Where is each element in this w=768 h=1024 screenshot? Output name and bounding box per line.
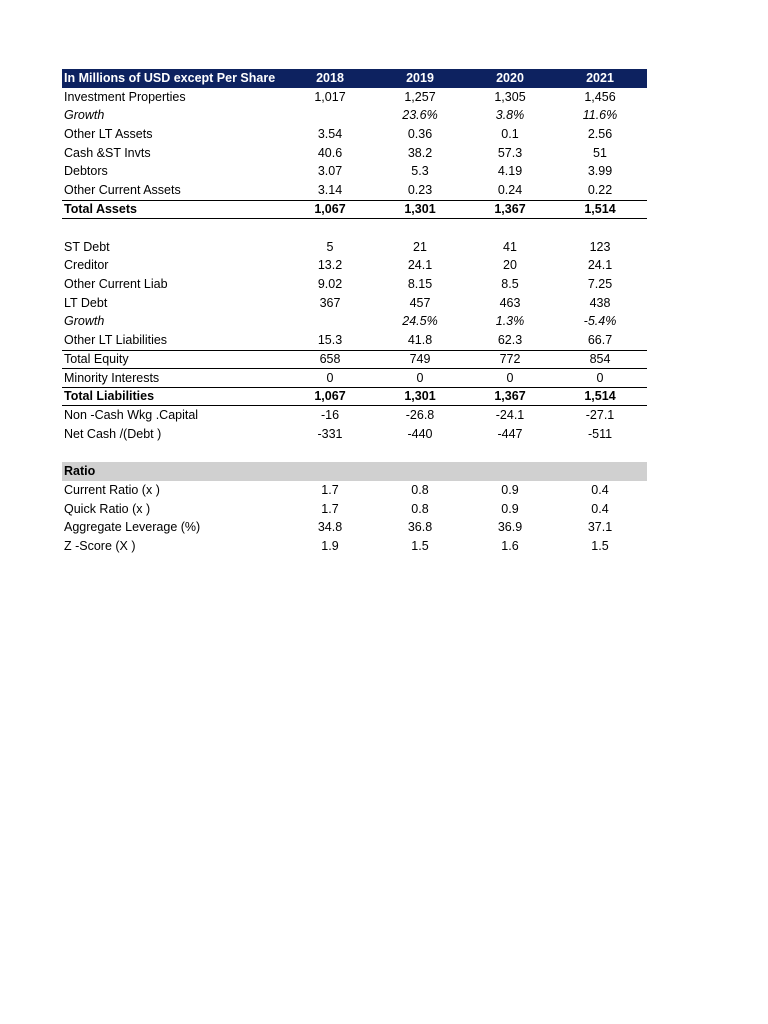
row-label: Total Assets bbox=[64, 201, 137, 216]
value-cell-2020: 1,367 bbox=[494, 201, 526, 216]
table-row bbox=[62, 537, 647, 556]
value-cell-2021: 1.5 bbox=[591, 539, 609, 554]
value-cell-2019: -440 bbox=[407, 427, 433, 441]
table-row bbox=[62, 275, 647, 294]
table-row bbox=[62, 312, 647, 331]
value-cell-2019: 1,301 bbox=[404, 201, 436, 216]
value-cell-2019: 8.15 bbox=[407, 276, 433, 291]
value-cell-2021: -5.4% bbox=[583, 314, 617, 329]
year-header-2019: 2019 bbox=[406, 71, 434, 85]
value-cell-2021: 11.6% bbox=[582, 108, 618, 123]
value-cell-2020: 0.9 bbox=[501, 501, 519, 516]
row-label: Net Cash /(Debt ) bbox=[64, 427, 162, 441]
row-label: Creditor bbox=[64, 258, 109, 273]
value-cell-2021: -27.1 bbox=[585, 408, 615, 423]
value-cell-2021: 854 bbox=[589, 351, 611, 366]
row-label: Minority Interests bbox=[64, 370, 160, 385]
table-row bbox=[62, 294, 647, 313]
value-cell-2021: 1,514 bbox=[584, 389, 616, 404]
spacer-row bbox=[62, 444, 647, 463]
value-cell-2018: 15.3 bbox=[317, 332, 343, 347]
value-cell-2018: 1.9 bbox=[321, 539, 339, 554]
value-cell-2020: -24.1 bbox=[495, 408, 525, 423]
value-cell-2019: 1,257 bbox=[404, 89, 436, 104]
value-cell-2020: 41 bbox=[503, 239, 517, 254]
row-label: Z -Score (X ) bbox=[64, 539, 136, 554]
value-cell-2018: 1.7 bbox=[321, 483, 339, 498]
table-row bbox=[62, 387, 647, 406]
value-cell-2020: -447 bbox=[497, 427, 523, 441]
value-cell-2020: 3.8% bbox=[495, 108, 525, 123]
value-cell-2021: 0.22 bbox=[587, 183, 613, 198]
value-cell-2018: 1,067 bbox=[314, 389, 346, 404]
table-row bbox=[62, 125, 647, 144]
value-cell-2021: -511 bbox=[587, 427, 613, 441]
value-cell-2019: 1,301 bbox=[404, 389, 436, 404]
value-cell-2018: 1.7 bbox=[321, 501, 339, 516]
value-cell-2021: 0.4 bbox=[591, 501, 609, 516]
value-cell-2018: 367 bbox=[319, 295, 341, 310]
table-row bbox=[62, 162, 647, 181]
value-cell-2019: 21 bbox=[413, 239, 427, 254]
value-cell-2020: 463 bbox=[499, 295, 521, 310]
value-cell-2018: 3.14 bbox=[317, 183, 343, 198]
value-cell-2018: -16 bbox=[320, 408, 340, 423]
value-cell-2018: 34.8 bbox=[317, 520, 343, 535]
value-cell-2019: 0 bbox=[416, 370, 424, 385]
value-cell-2019: 457 bbox=[409, 295, 431, 310]
row-label: Cash &ST Invts bbox=[64, 145, 151, 160]
row-label: Investment Properties bbox=[64, 89, 186, 104]
value-cell-2019: 0.8 bbox=[411, 501, 429, 516]
value-cell-2020: 36.9 bbox=[497, 520, 523, 535]
table-title: In Millions of USD except Per Share bbox=[64, 71, 276, 85]
section-header-row bbox=[62, 462, 647, 481]
value-cell-2020: 0.9 bbox=[501, 483, 519, 498]
value-cell-2018: 1,067 bbox=[314, 201, 346, 216]
value-cell-2020: 1,367 bbox=[494, 389, 526, 404]
table-row bbox=[62, 350, 647, 369]
financial-table bbox=[62, 69, 647, 556]
table-row bbox=[62, 331, 647, 350]
row-label: Ratio bbox=[64, 464, 96, 479]
row-label: Non -Cash Wkg .Capital bbox=[64, 408, 199, 423]
value-cell-2020: 57.3 bbox=[497, 145, 523, 160]
row-label: Other Current Liab bbox=[64, 276, 168, 291]
table-row bbox=[62, 425, 647, 444]
value-cell-2018: 5 bbox=[326, 239, 334, 254]
row-label: Debtors bbox=[64, 164, 108, 179]
year-header-2021: 2021 bbox=[586, 71, 614, 85]
table-header-row bbox=[62, 69, 647, 88]
table-row bbox=[62, 406, 647, 425]
table-row bbox=[62, 369, 647, 388]
table-row bbox=[62, 238, 647, 257]
table-row bbox=[62, 518, 647, 537]
spacer-row bbox=[62, 219, 647, 238]
value-cell-2019: 749 bbox=[409, 351, 431, 366]
row-label: Total Equity bbox=[64, 351, 129, 366]
value-cell-2021: 7.25 bbox=[587, 276, 613, 291]
value-cell-2018: -331 bbox=[317, 427, 343, 441]
value-cell-2021: 37.1 bbox=[587, 520, 613, 535]
value-cell-2019: 1.5 bbox=[411, 539, 429, 554]
table-row bbox=[62, 88, 647, 107]
value-cell-2018: 0 bbox=[326, 370, 334, 385]
row-label: Other Current Assets bbox=[64, 183, 181, 198]
table-body bbox=[62, 88, 647, 556]
value-cell-2018: 9.02 bbox=[317, 276, 343, 291]
value-cell-2019: 23.6% bbox=[402, 108, 438, 123]
value-cell-2021: 1,514 bbox=[584, 201, 616, 216]
value-cell-2021: 3.99 bbox=[587, 164, 613, 179]
table-row bbox=[62, 181, 647, 200]
table-row bbox=[62, 481, 647, 500]
row-label: LT Debt bbox=[64, 295, 108, 310]
value-cell-2021: 2.56 bbox=[587, 127, 613, 142]
row-label: Other LT Assets bbox=[64, 127, 153, 142]
value-cell-2019: 41.8 bbox=[407, 332, 433, 347]
table-row bbox=[62, 106, 647, 125]
row-label: Quick Ratio (x ) bbox=[64, 501, 151, 516]
value-cell-2020: 62.3 bbox=[497, 332, 523, 347]
value-cell-2021: 24.1 bbox=[587, 258, 613, 273]
value-cell-2021: 1,456 bbox=[584, 89, 616, 104]
row-label: Total Liabilities bbox=[64, 389, 155, 404]
value-cell-2019: 24.1 bbox=[407, 258, 433, 273]
row-label: Current Ratio (x ) bbox=[64, 483, 160, 498]
value-cell-2018: 658 bbox=[319, 351, 341, 366]
row-label: Growth bbox=[64, 314, 105, 329]
value-cell-2019: 24.5% bbox=[402, 314, 438, 329]
value-cell-2020: 0.24 bbox=[497, 183, 523, 198]
value-cell-2019: 5.3 bbox=[411, 164, 429, 179]
value-cell-2021: 0 bbox=[596, 370, 604, 385]
value-cell-2020: 1.6 bbox=[501, 539, 519, 554]
value-cell-2019: 0.8 bbox=[411, 483, 429, 498]
value-cell-2021: 438 bbox=[589, 295, 611, 310]
value-cell-2020: 0 bbox=[506, 370, 514, 385]
value-cell-2020: 1.3% bbox=[495, 314, 525, 329]
value-cell-2020: 0.1 bbox=[501, 127, 519, 142]
value-cell-2020: 8.5 bbox=[501, 276, 519, 291]
value-cell-2018: 1,017 bbox=[314, 89, 346, 104]
value-cell-2020: 1,305 bbox=[494, 89, 526, 104]
table-row bbox=[62, 144, 647, 163]
value-cell-2020: 772 bbox=[499, 351, 521, 366]
value-cell-2018: 13.2 bbox=[317, 258, 343, 273]
value-cell-2021: 123 bbox=[589, 239, 611, 254]
table-row bbox=[62, 256, 647, 275]
value-cell-2019: 36.8 bbox=[407, 520, 433, 535]
year-header-2018: 2018 bbox=[316, 71, 344, 85]
table-row bbox=[62, 500, 647, 519]
value-cell-2020: 20 bbox=[503, 258, 517, 273]
value-cell-2018: 3.54 bbox=[317, 127, 343, 142]
value-cell-2021: 0.4 bbox=[591, 483, 609, 498]
row-label: Other LT Liabilities bbox=[64, 332, 168, 347]
value-cell-2019: 0.36 bbox=[407, 127, 433, 142]
value-cell-2018: 40.6 bbox=[317, 145, 343, 160]
value-cell-2021: 51 bbox=[593, 145, 607, 160]
row-label: ST Debt bbox=[64, 239, 110, 254]
year-header-2020: 2020 bbox=[496, 71, 524, 85]
row-label: Growth bbox=[64, 108, 105, 123]
table-row bbox=[62, 200, 647, 219]
value-cell-2019: 38.2 bbox=[407, 145, 433, 160]
value-cell-2018: 3.07 bbox=[317, 164, 343, 179]
value-cell-2019: 0.23 bbox=[407, 183, 433, 198]
value-cell-2020: 4.19 bbox=[497, 164, 523, 179]
row-label: Aggregate Leverage (%) bbox=[64, 520, 201, 535]
value-cell-2019: -26.8 bbox=[405, 408, 435, 423]
value-cell-2021: 66.7 bbox=[587, 332, 613, 347]
